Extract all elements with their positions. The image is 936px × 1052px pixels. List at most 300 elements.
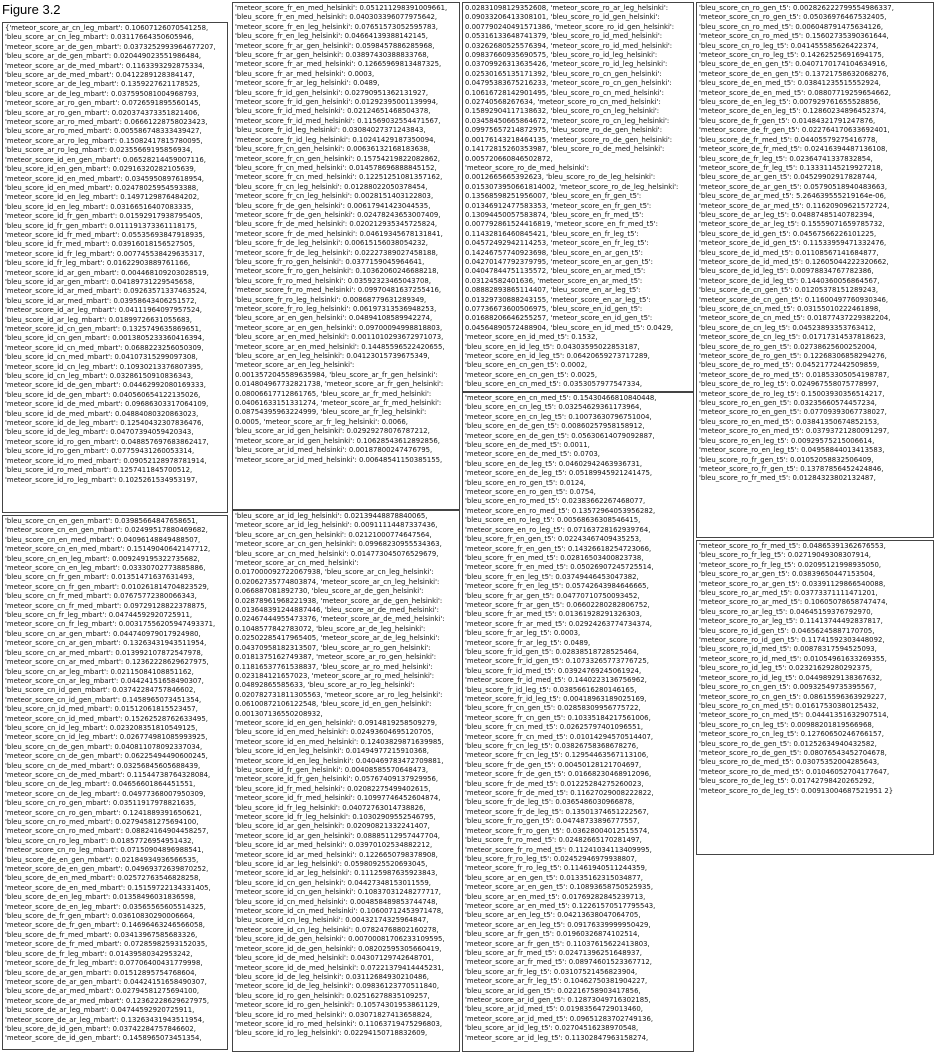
score-line: 'meteor_score_id_fr_leg_helsinki': 0.10302909552546795, xyxy=(235,813,436,821)
score-line: 'meteor_score_en_ro_gen_t5': 0.0754, xyxy=(465,488,596,497)
score-line: 'meteor_score_fr_cn_leg_helsinki': 0.0028151403122803, xyxy=(235,192,434,201)
score-line: 0.014804967732821738, 'meteor_score_ar_fr_gen_helsinki': xyxy=(235,380,444,389)
score-line: 'bleu_score_fr_ro_gen_helsinki': 0.0377159045964641, xyxy=(235,257,425,266)
score-line: 'meteor_score_id_fr_gen_helsinki': 0.05767409137929956, xyxy=(235,775,439,784)
score-line: 'bleu_score_cn_en_med_mbart': 0.04096148849488507, xyxy=(5,535,201,544)
score-line: 'bleu_score_id_de_med_helsinki': 0.04307129742648701, xyxy=(235,954,434,963)
score-line: 'meteor_score_fr_cn_med_helsinki': 0.12251251081357162, xyxy=(235,173,443,182)
score-line: 'meteor_score_fr_de_gen_helsinki': 0.02478243653007409, xyxy=(235,210,441,219)
score-line: 'meteor_score_de_ar_leg_t5': 0.15559071659785732, xyxy=(699,220,885,229)
score-line: 'bleu_score_cn_fr_gen_mbart': 0.01351471637631493, xyxy=(5,573,195,582)
score-line: 'meteor_score_id_ro_gen_helsinki': 0.10574301953861129, xyxy=(235,1001,440,1010)
score-line: 'bleu_score_ro_cn_med_t5': 0.01617530380125432, xyxy=(699,701,879,710)
score-line: 'meteor_score_de_id_leg_t5': 0.1440360056864567, xyxy=(699,276,880,285)
score-line: 'bleu_score_ar_id_gen_helsinki': 0.02929278076787212, xyxy=(235,427,430,436)
score-line: 'meteor_score_ro_ar_med_t5': 0.10605078658747474, xyxy=(699,598,888,607)
score-line: 'bleu_score_id_en_leg_helsinki': 0.01494977215910368, xyxy=(235,747,429,756)
score-line: 'bleu_score_id_ar_med_helsinki': 0.03970102534882212, xyxy=(235,841,433,850)
score-line: 'meteor_score_cn_ro_med_mbart': 0.08824164904458257, xyxy=(5,827,209,836)
score-line: 'meteor_score_de_cn_med_t5': 0.01877437229382204, xyxy=(699,314,891,323)
score-line: 'meteor_score_en_id_leg_t5': 0.06420659273717289, xyxy=(465,352,650,361)
score-line: 'bleu_score_fr_id_leg_t5': 0.03856616280146165, xyxy=(465,685,637,694)
score-line: 'meteor_score_fr_de_leg_helsinki': 0.02227389027458188, xyxy=(235,248,438,257)
score-line: 0.0005, 'meteor_score_ar_fr_leg_helsinki': 0.0066, xyxy=(235,417,408,426)
score-line: 'bleu_score_cn_de_med_mbart': 0.03256845605688439, xyxy=(5,761,201,770)
score-line: 'bleu_score_de_fr_leg_mbart': 0.01439580342953242, xyxy=(5,949,193,958)
score-line: 'meteor_score_id_ro_gen_mbart': 0.048857697683862417, xyxy=(5,437,209,446)
score-line: 'meteor_score_ar_id_gen_t5': 0.12873049716302185, xyxy=(465,996,651,1004)
score-line: 0.020782731811305563, 'meteor_score_ar_ro_leg_helsinki': xyxy=(235,690,443,699)
score-line: 'bleu_score_de_cn_leg_t5': 0.04523893353763412, xyxy=(699,323,876,332)
score-line: 0.02831098129352608, 'meteor_score_ro_ar_leg_helsinki': xyxy=(465,4,669,12)
score-line: 'meteor_score_de_id_med_t5': 0.12605044222320662, xyxy=(699,257,889,266)
score-line: 'bleu_score_ar_cn_gen_helsinki': 0.02121000774647564, xyxy=(235,530,432,539)
score-line: 'bleu_score_id_de_leg_helsinki': 0.03112684930210486, xyxy=(235,972,429,981)
score-line: 'meteor_score_ar_en_gen_t5': 0.10893658750525935, xyxy=(465,883,654,892)
column-7 xyxy=(696,2,934,538)
score-line: 'bleu_score_id_fr_med_mbart': 0.03916018156527505, xyxy=(5,240,195,249)
score-line: 'bleu_score_de_en_leg_t5': 0.007929761655528856, xyxy=(699,98,881,107)
score-line: 'meteor_score_cn_fr_leg_mbart': 0.00317556205947493371, xyxy=(5,620,216,629)
score-line: 'meteor_score_cn_de_leg_mbart': 0.04977368007950309, xyxy=(5,789,206,798)
score-line: 'meteor_score_fr_id_gen_helsinki': 0.01292395001139994, xyxy=(235,98,439,107)
score-line: 'bleu_score_de_ar_leg_t5': 0.04887485140782394, xyxy=(699,210,875,219)
score-line: 0.0153073950661814002, 'meteor_score_ro_de_leg_helsinki': xyxy=(465,182,679,191)
score-line: 0.05316133648741379, 'bleu_score_ro_id_med_helsinki': xyxy=(465,32,663,41)
score-line: 'bleu_score_id_fr_gen_mbart': 0.011191373361118175, xyxy=(5,221,197,230)
score-line: 'meteor_score_fr_de_med_t5': 0.11627029008222822, xyxy=(465,789,654,798)
score-line: 'meteor_score_fr_en_med_t5': 0.05026907245725514, xyxy=(465,563,654,572)
score-line: 'bleu_score_fr_de_med_t5': 0.01225284275260023, xyxy=(465,779,644,788)
score-line: 0.15892904117138632, 'bleu_score_ro_cn_leg_helsinki': xyxy=(465,107,660,116)
score-line: 'meteor_score_fr_id_leg_t5': 0.00418963189025169, xyxy=(465,695,647,703)
score-line: 'meteor_score_ro_id_gen_t5': 0.11741592303448092, xyxy=(699,636,885,645)
score-line: 'meteor_score_fr_cn_med_t5': 0.01014294570514407, xyxy=(465,732,654,741)
score-line: 'bleu_score_de_cn_gen_t5': 0.01205378151289243, xyxy=(699,286,879,295)
score-line: 'bleu_score_ro_ar_med_t5': 0.03773371111471201, xyxy=(699,589,878,598)
score-line: 'meteor_score_ar_en_gen_helsinki': 0.09700094998818803, xyxy=(235,323,443,332)
score-line: 'bleu_score_de_ro_leg_t5': 0.024967558075778997, xyxy=(699,380,879,389)
score-line: 'bleu_score_fr_ar_med_helsinki': 0.0003, xyxy=(235,69,375,78)
score-line: 'meteor_score_de_fr_gen_mbart': 0.14696463246566058, xyxy=(5,921,205,930)
score-line: 'bleu_score_id_ar_med_mbart': 0.03958643406251572, xyxy=(5,296,197,305)
score-line: 'meteor_score_ar_id_med_t5': 0.09651283702749136, xyxy=(465,1014,654,1023)
score-line: 'bleu_score_fr_ar_gen_helsinki': 0.03897430388833768, xyxy=(235,51,429,60)
score-line: 'bleu_score_fr_id_med_helsinki': 0.02124651468504378, xyxy=(235,107,431,116)
score-line: 0.02878961968221938, 'meteor_score_ar_de_gen_helsinki': xyxy=(235,596,443,605)
score-line: 'bleu_score_ar_en_gen_helsinki': 0.04894108589942274, xyxy=(235,314,433,323)
score-line: 'meteor_score_de_fr_med_mbart': 0.07285982593152035, xyxy=(5,940,208,949)
score-line: 'bleu_score_id_cn_med_mbart': 0.04107315299097308, xyxy=(5,353,198,362)
score-line: 'bleu_score_de_fr_med_t5': 0.04405579275416778, xyxy=(699,135,878,144)
score-line: 'meteor_score_id_en_gen_helsinki': 0.0914819258509279, xyxy=(235,718,438,727)
score-line: 'bleu_score_de_ar_gen_mbart': 0.01512895754768604, xyxy=(5,968,197,977)
score-line: 'bleu_score_cn_id_leg_mbart': 0.023208351810549125, xyxy=(5,723,198,732)
score-line: 0.0013572045589635984, 'bleu_score_ar_fr_gen_helsinki': xyxy=(235,370,438,379)
score-line: 'meteor_score_ar_fr_gen_t5': 0.11037615622413803, xyxy=(465,939,650,948)
score-line: 'meteor_score_id_de_med_helsinki': 0.07221379414445231, xyxy=(235,963,444,972)
score-line: 0.14172815260353987, 'bleu_score_ro_de_med_helsinki': xyxy=(465,145,665,154)
score-line: 'bleu_score_de_ar_leg_mbart': 0.04744592920725911, xyxy=(5,1006,195,1015)
score-line: 0.04564890572488904, 'bleu_score_en_id_med_t5': 0.0429, xyxy=(465,323,674,332)
score-line: 'bleu_score_cn_en_leg_mbart': 0.009249195322735682, xyxy=(5,554,200,563)
score-line: 'meteor_score_id_de_leg_helsinki': 0.09836123770511840, xyxy=(235,982,440,991)
score-line: 'bleu_score_ro_fr_leg_t5': 0.02719049308307914, xyxy=(699,551,871,560)
score-line: 'bleu_score_ro_de_gen_t5': 0.01252634940432582, xyxy=(699,739,877,748)
figure-title: Figure 3.2 xyxy=(2,2,61,17)
score-line: 0.10616728142901495, 'bleu_score_ro_cn_med_helsinki': xyxy=(465,88,664,97)
score-line: 'meteor_score_id_ar_leg_helsinki': 0.11125987635923843, xyxy=(235,869,438,878)
score-line: 'bleu_score_cn_de_leg_mbart': 0.04656601864451551, xyxy=(5,780,196,789)
score-line: 'bleu_score_fr_en_leg_helsinki': 0.04664139388142145, xyxy=(235,32,428,41)
score-line: 0.02062735774803874, 'meteor_score_ar_cn_leg_helsinki': xyxy=(235,577,440,586)
score-line: 0.13094450057583874, 'bleu_score_en_fr_med_t5': xyxy=(465,210,644,219)
score-line: 0.04370958182313507, 'bleu_score_ar_ro_gen_helsinki': xyxy=(235,643,431,652)
score-line: 'meteor_score_en_ro_leg_t5': 0.07163728162939764, xyxy=(465,525,651,534)
score-line: 'meteor_score_ro_de_med_t5': 0.01046052704177647, xyxy=(699,767,890,776)
score-line: 'bleu_score_ar_en_leg_t5': 0.04213638047064705, xyxy=(465,911,641,920)
score-line: 'meteor_score_id_de_med_mbart': 0.09686303317064109, xyxy=(5,400,209,409)
score-line: 'bleu_score_cn_id_med_mbart': 0.01512061815523457, xyxy=(5,705,198,714)
score-line: 'bleu_score_ar_en_med_t5': 0.01769282845239713, xyxy=(465,892,646,901)
score-line: 'bleu_score_cn_ro_med_t5': 0.006048791475634126, xyxy=(699,22,884,31)
score-line: 'meteor_score_id_en_med_mbart': 0.0345950897618954, xyxy=(5,174,204,183)
score-line: 'bleu_score_ro_ar_leg_t5': 0.04645159376792970, xyxy=(699,607,873,616)
score-line: 'meteor_score_ro_ar_gen_t5': 0.03391129866540088, xyxy=(699,579,886,588)
score-line: 'meteor_score_ar_de_leg_mbart': 0.1359227621178525, xyxy=(5,80,200,89)
score-line: 'bleu_score_fr_en_med_t5': 0.02816503400823738, xyxy=(465,553,644,562)
score-line: 'meteor_score_id_de_gen_mbart': 0.04462992080169333, xyxy=(5,381,207,390)
score-line: 'meteor_score_id_ro_med_helsinki': 0.11063719475296803, xyxy=(235,1019,443,1028)
score-line: 'meteor_score_id_en_gen_mbart': 0.06528214459007116, xyxy=(5,155,206,164)
score-line: 'bleu_score_cn_ar_gen_mbart': 0.044740979017924980, xyxy=(5,629,201,638)
score-line: 'meteor_score_de_fr_med_t5': 0.02416394487136108, xyxy=(699,145,888,154)
score-line: 'bleu_score_ar_ro_gen_mbart': 0.020374373351821406, xyxy=(5,108,200,117)
score-line: 'bleu_score_ar_en_gen_t5': 0.01335162315034877, xyxy=(465,873,643,882)
score-line: 'bleu_score_ro_de_med_t5': 0.03075352004285643, xyxy=(699,758,880,767)
score-line: 'bleu_score_id_cn_leg_mbart': 0.03286150910836343, xyxy=(5,372,194,381)
score-line: 0.08006617712861765, 'bleu_score_ar_fr_med_helsinki': xyxy=(235,389,432,398)
score-line: 'meteor_score_fr_cn_leg_t5': 0.12954463567113106, xyxy=(465,751,649,760)
score-line: 'bleu_score_cn_fr_leg_mbart': 0.04744592920725911, xyxy=(5,611,193,620)
score-line: 'bleu_score_en_id_leg_t5': 0.04303595022853187, xyxy=(465,342,640,351)
column-1 xyxy=(2,22,228,513)
score-line: 'meteor_score_cn_id_med_mbart': 0.15262528762633495, xyxy=(5,714,208,723)
score-line: 'meteor_score_ar_en_leg_t5': 0.09176339999950429, xyxy=(465,920,651,929)
score-line: 'meteor_score_fr_cn_gen_t5': 0.10335184217561006, xyxy=(465,713,651,722)
score-line: 0.02467444955473376, 'meteor_score_ar_de_med_helsinki': xyxy=(235,615,445,624)
score-line: 'bleu_score_de_cn_med_t5': 0.03155010222461898, xyxy=(699,305,881,313)
score-line: 'bleu_score_en_ro_gen_t5': 0.0124, xyxy=(465,478,586,487)
score-line: 'meteor_score_de_en_leg_t5': 0.12860234896452374, xyxy=(699,107,887,116)
score-line: 'meteor_score_cn_id_gen_mbart': 0.1458965073451354, xyxy=(5,695,202,704)
score-line: 'meteor_score_ro_fr_leg_t5': 0.02095121998935050, xyxy=(699,560,882,569)
score-line: 'bleu_score_id_de_leg_mbart': 0.04707394059420343, xyxy=(5,428,194,437)
score-line: 'meteor_score_cn_de_gen_mbart': 0.06225494490600245, xyxy=(5,752,208,761)
score-line: 'meteor_score_fr_ro_gen_helsinki': 0.10362060246688218, xyxy=(235,267,439,276)
score-line: 'bleu_score_fr_de_gen_t5': 0.00450128121704697, xyxy=(465,760,642,769)
score-line: 'bleu_score_id_ro_leg_helsinki': 0.02294150718832609, xyxy=(235,1029,428,1038)
score-line: 'bleu_score_ar_ro_leg_mbart': 0.02355669195856934, xyxy=(5,146,193,155)
score-line: 'meteor_score_cn_ar_leg_mbart': 0.04424151658490307, xyxy=(5,676,204,685)
score-line: 'meteor_score_cn_en_gen_mbart': 0.02499517880469682, xyxy=(5,526,208,535)
score-line: 'bleu_score_ro_id_leg_t5': 0.02321629280292375, xyxy=(699,664,873,673)
score-line: 'bleu_score_ar_ro_med_mbart': 0.005586748333439427, xyxy=(5,127,202,136)
score-line: 'meteor_score_ro_de_med_helsinki': xyxy=(465,163,589,172)
score-line: 'bleu_score_ar_de_med_mbart': 0.0412289128384147, xyxy=(5,71,195,80)
score-line: 'bleu_score_cn_ro_med_mbart': 0.02794581275694100, xyxy=(5,818,199,826)
score-line: 'bleu_score_ro_fr_med_t5': 0.01284323802132487, xyxy=(699,474,876,483)
score-line: 'meteor_score_de_id_gen_mbart': 0.1458965073451354, xyxy=(5,1034,202,1043)
score-line: 0.005720660846502872, xyxy=(465,154,553,163)
score-line: 'bleu_score_fr_ro_gen_t5': 0.04748733896777557, xyxy=(465,817,640,826)
score-line: 'bleu_score_ar_cn_leg_mbart': 0.03117664350605946, xyxy=(5,33,194,42)
score-line: 'bleu_score_id_cn_gen_mbart': 0.0013805233360416394, xyxy=(5,334,205,343)
score-line: 0.04892865585633, 'bleu_score_ar_ro_leg_helsinki': xyxy=(235,681,415,690)
score-line: 'meteor_score_fr_en_leg_t5': 0.05742643984646665, xyxy=(465,582,649,591)
score-line: 'meteor_score_fr_cn_gen_helsinki': 0.15754219822082862, xyxy=(235,154,440,163)
score-line: 0.09975657214872975, 'bleu_score_ro_de_gen_helsinki': xyxy=(465,126,663,135)
score-line: 'bleu_score_cn_ro_leg_mbart': 0.01857726954951432, xyxy=(5,836,194,845)
score-line: 'meteor_score_ro_fr_med_t5': 0.04865391362676553, xyxy=(699,542,886,550)
score-line: 'meteor_score_fr_en_gen_t5': 0.14326618254723066, xyxy=(465,544,652,553)
score-line: 'bleu_score_ro_id_med_t5': 0.00878317594525093, xyxy=(699,645,877,654)
score-line: 'bleu_score_ar_fr_med_t5': 0.02471396251648937, xyxy=(465,948,642,957)
score-line: 'meteor_score_id_ro_med_mbart': 0.09052128978781914, xyxy=(5,456,207,465)
score-line: 'meteor_score_ar_en_med_t5': 0.12261570517795543, xyxy=(465,901,656,910)
score-line: 'bleu_score_ar_de_gen_mbart': 0.020449023551986484, xyxy=(5,52,202,61)
score-line: 'meteor_score_fr_ro_med_helsinki': 0.09970481637255416, xyxy=(235,286,442,295)
score-line: 'meteor_score_fr_ro_med_t5': 0.11241034113409995, xyxy=(465,845,652,854)
score-line: 'meteor_score_de_ar_med_t5': 0.11620909621572724, xyxy=(699,201,890,210)
score-line: 'meteor_score_id_en_leg_helsinki': 0.040469783472709881, xyxy=(235,756,444,765)
score-line: 'bleu_score_ar_fr_leg_t5': 0.03107521456823904, xyxy=(465,967,638,976)
score-line: 'bleu_score_de_ro_gen_t5': 0.02738625600252004, xyxy=(699,342,877,351)
score-line: 'meteor_score_ro_ar_leg_t5': 0.11413744492837817, xyxy=(699,617,883,626)
score-line: 0.01688206646255257, 'meteor_score_en_id_gen_t5': xyxy=(465,314,653,323)
score-line: 'meteor_score_ar_cn_med_helsinki': xyxy=(235,559,359,568)
score-line: 'bleu_score_de_en_med_mbart': 0.02572763546828258, xyxy=(5,874,201,883)
score-line: 'meteor_score_id_cn_leg_helsinki': 0.07824768802160278, xyxy=(235,925,439,934)
score-line: 'bleu_score_ar_en_med_helsinki': 0.0011010293672971073, xyxy=(235,333,444,342)
score-line: 'meteor_score_fr_ar_leg_helsinki': 0.0489, xyxy=(235,79,380,88)
score-line: 'bleu_score_fr_ro_med_t5': 0.02482665170281497, xyxy=(465,836,642,845)
score-line: 0.11816537761538837, 'bleu_score_ar_ro_med_helsinki': xyxy=(235,662,433,671)
score-line: 'bleu_score_id_fr_gen_helsinki': 0.00408585570648473, xyxy=(235,765,429,774)
score-line: 'meteor_score_en_ro_med_t5': 0.13572964053956282, xyxy=(465,506,656,515)
score-line: 'meteor_score_ar_id_leg_helsinki': 0.00911114487337436, xyxy=(235,521,438,530)
score-line: 'bleu_score_de_ar_med_mbart': 0.02794581275694100, xyxy=(5,987,200,996)
score-line: 'bleu_score_id_en_med_helsinki': 0.02493604695120705, xyxy=(235,728,434,737)
score-line: 'bleu_score_id_de_med_mbart': 0.04884080320863023, xyxy=(5,409,199,418)
score-line: 'bleu_score_fr_de_leg_helsinki': 0.00615156038054232, xyxy=(235,239,428,248)
score-line: 0.01329730888243155, 'meteor_score_en_ar_leg_t5': xyxy=(465,295,651,304)
score-line: 'meteor_score_ro_id_med_t5': 0.01054961633269355, xyxy=(699,654,887,663)
score-line: 'meteor_score_fr_ar_gen_t5': 0.06602280282806752, xyxy=(465,600,650,609)
score-line: 0.04270147792379795, 'meteor_score_en_ar_gen_t5': xyxy=(465,257,654,266)
score-line: 'meteor_score_ro_de_gen_t5': 0.08076543452704678, xyxy=(699,748,887,757)
score-line: 0.007792861524416819, 'meteor_score_en_fr_med_t5': xyxy=(465,220,658,229)
score-line: 0.04795383675216233, 'meteor_score_ro_cn_gen_helsinki': xyxy=(465,79,672,88)
score-line: 'bleu_score_fr_ro_leg_t5': 0.02452946979938807, xyxy=(465,854,637,863)
column-3 xyxy=(232,2,460,510)
score-line: 0.017000092722067938, 'bleu_score_ar_cn_leg_helsinki': xyxy=(235,568,434,577)
score-line: 'bleu_score_fr_cn_gen_t5': 0.02858309956775722, xyxy=(465,704,641,713)
score-line: 'bleu_score_ro_id_gen_t5': 0.04656245887170705, xyxy=(699,626,875,635)
score-line: 'bleu_score_fr_de_gen_helsinki': 0.00617941423044535, xyxy=(235,201,431,210)
column-4 xyxy=(232,510,460,1052)
score-line: 'meteor_score_cn_en_med_mbart': 0.15149040642147712, xyxy=(5,545,211,554)
score-line: 'bleu_score_fr_cn_med_t5': 0.02625797401096551, xyxy=(465,723,644,732)
score-line: 'bleu_score_cn_fr_med_mbart': 0.07675772380066343, xyxy=(5,592,197,601)
score-line: 'bleu_score_de_id_med_t5': 0.01108567141684877, xyxy=(699,248,879,257)
score-line: 'meteor_score_cn_ro_leg_mbart': 0.07150904896988541, xyxy=(5,846,204,855)
score-line: 'meteor_score_fr_ro_leg_t5': 0.11461940511244359, xyxy=(465,864,648,873)
score-line: 'bleu_score_de_fr_leg_t5': 0.02364741337832854, xyxy=(699,154,873,163)
score-line: 0.07736673600506975, 'bleu_score_en_id_gen_t5': xyxy=(465,305,643,313)
score-line: 'bleu_score_fr_ar_gen_t5': 0.04770710750093452, xyxy=(465,591,640,600)
score-line: 'bleu_score_id_de_gen_helsinki': 0.00700081706233109595, xyxy=(235,935,445,944)
score-line: 'meteor_score_ro_en_med_t5': 0.03793721280091297, xyxy=(699,427,890,436)
score-line: 'meteor_score_fr_id_gen_t5': 0.10733265773776725, xyxy=(465,657,649,666)
score-line: 0.01346912477583353, 'meteor_score_en_fr_gen_t5': xyxy=(465,201,652,210)
score-line: 'meteor_score_ro_cn_med_t5': 0.04441351632907514, xyxy=(699,711,889,720)
score-line: 'meteor_score_en_id_med_t5': 0.1532, xyxy=(465,333,598,342)
score-line: 0.03709926313635426, 'meteor_score_ro_id_leg_helsinki': xyxy=(465,60,668,69)
score-line: 'meteor_score_ar_ro_leg_mbart': 0.15082417815780095, xyxy=(5,136,203,145)
score-line: 'bleu_score_id_ar_gen_mbart': 0.04189731229545658, xyxy=(5,277,195,286)
score-line: 'meteor_score_ro_de_leg_t5': 0.00913004687521951 2} xyxy=(699,786,894,795)
score-line: 'meteor_score_ro_en_gen_t5': 0.07709393067738027, xyxy=(699,408,887,417)
score-line: 'meteor_score_fr_id_leg_helsinki': 0.10241429187350094, xyxy=(235,135,436,144)
score-line: 'meteor_score_de_en_med_t5': 0.08807719259654662, xyxy=(699,88,891,97)
score-line: 'bleu_score_fr_en_gen_t5': 0.02243467409435253, xyxy=(465,535,642,544)
score-line: 'bleu_score_fr_cn_med_helsinki': 0.014578696888845152, xyxy=(235,163,437,172)
score-line: 'meteor_score_en_cn_leg_t5': 0.10073630796751004, xyxy=(465,412,652,421)
score-line: 'bleu_score_de_en_med_t5': 0.03841235515552924, xyxy=(699,79,881,88)
score-line: 'bleu_score_fr_id_gen_t5': 0.02838518728525464, xyxy=(465,647,639,656)
score-line: 'meteor_score_fr_id_med_t5': 0.1440223136756962, xyxy=(465,676,647,685)
score-line: 'meteor_score_de_ar_leg_mbart': 0.13263431943511954, xyxy=(5,1015,205,1024)
score-line: 'meteor_score_fr_de_med_helsinki': 0.04619345678131841, xyxy=(235,229,443,238)
score-line: 'meteor_score_cn_en_leg_mbart': 0.03330702773885886, xyxy=(5,564,206,573)
score-line: 'meteor_score_ar_ro_gen_mbart': 0.0726591895560145, xyxy=(5,99,201,108)
score-line: 'bleu_score_de_id_gen_t5': 0.04567566226101225, xyxy=(699,229,877,238)
score-line: 'bleu_score_de_en_leg_mbart': 0.01358496031836598, xyxy=(5,893,196,902)
score-line: 0.11432816460845421, 'bleu_score_en_fr_leg_t5': xyxy=(465,229,639,238)
score-line: 'meteor_score_fr_en_leg_helsinki': 0.07651573052595783, xyxy=(235,22,438,31)
score-line: 'bleu_score_cn_ro_gen_t5': 0.002826222799554986337, xyxy=(699,4,894,12)
score-line: 'bleu_score_fr_en_leg_t5': 0.03749446453047382, xyxy=(465,572,639,581)
score-line: 'meteor_score_fr_ro_leg_helsinki': 0.06197313536948253, xyxy=(235,305,437,313)
score-line: 0.04047844751135572, 'bleu_score_en_ar_med_t5': xyxy=(465,267,646,276)
score-line: 'meteor_score_en_de_med_t5': 0.0703, xyxy=(465,450,600,459)
score-line: 'meteor_score_id_ar_med_mbart': 0.09263571337463524, xyxy=(5,287,207,296)
score-line: 'meteor_score_ar_fr_med_t5': 0.08974601523367712, xyxy=(465,958,653,967)
score-line: 'bleu_score_fr_ro_leg_helsinki': 0.00868779631289349, xyxy=(235,295,427,304)
score-line: 0.04061633151331274, 'meteor_score_ar_fr_med_helsinki': xyxy=(235,399,442,408)
score-line: 'meteor_score_id_ar_gen_mbart': 0.004468109203028519, xyxy=(5,268,209,277)
score-line: 'bleu_score_id_de_gen_mbart': 0.040560654122135026, xyxy=(5,390,201,399)
score-line: 'bleu_score_id_en_med_mbart': 0.02478025954593388, xyxy=(5,183,199,192)
score-line: 'bleu_score_ar_id_med_t5': 0.01983564729013460, xyxy=(465,1005,643,1014)
score-line: 'bleu_score_id_fr_leg_mbart': 0.01622903889761166, xyxy=(5,259,191,268)
score-line: 'bleu_score_fr_cn_gen_helsinki': 0.00636132168183638, xyxy=(235,145,430,154)
score-line: 'bleu_score_cn_de_gen_mbart': 0.040811078092337034, xyxy=(5,742,203,751)
score-line: 'bleu_score_id_ar_gen_helsinki': 0.02090821332241407, xyxy=(235,822,430,831)
score-line: 'bleu_score_de_ar_gen_t5': 0.04529902917828744, xyxy=(699,173,877,182)
score-line: 'meteor_score_cn_fr_med_mbart': 0.09729128822378875, xyxy=(5,601,207,610)
score-line: 'bleu_score_fr_id_med_t5': 0.03924769245061924, xyxy=(465,666,642,675)
score-line: 'meteor_score_ro_cn_leg_t5': 0.12760650246766157, xyxy=(699,730,884,739)
score-line: 'meteor_score_en_de_gen_t5': 0.05630614079092887, xyxy=(465,431,655,440)
score-line: 0.0181375162749387, 'meteor_score_ar_ro_gen_helsinki': xyxy=(235,653,437,662)
score-line: 'meteor_score_de_ar_med_mbart': 0.12362228629627975, xyxy=(5,996,210,1005)
score-line: 'meteor_score_id_ar_med_helsinki': 0.1226650798378908, xyxy=(235,850,438,859)
score-line: 0.08882893865114407, 'bleu_score_en_ar_leg_t5': xyxy=(465,286,641,295)
score-line: 'bleu_score_fr_id_gen_helsinki': 0.02790951362131927, xyxy=(235,88,429,97)
score-line: 'meteor_score_id_de_gen_helsinki': 0.08202595305660419, xyxy=(235,944,442,953)
score-line: 'meteor_score_ar_id_leg_t5': 0.11302847963158274, xyxy=(465,1033,649,1042)
score-line: 'bleu_score_en_ro_leg_t5': 0.00568636308546415, xyxy=(465,516,641,525)
score-line: 'meteor_score_id_cn_gen_mbart': 0.1325749635869651, xyxy=(5,325,202,333)
score-line: 'meteor_score_fr_ar_med_helsinki': 0.12665969813487325, xyxy=(235,60,442,69)
score-line: 'bleu_score_en_cn_gen_t5': 0.0002, xyxy=(465,361,588,370)
score-line: 'meteor_score_de_id_gen_t5': 0.11533959471332476, xyxy=(699,239,887,248)
score-line: 'bleu_score_ro_cn_leg_t5': 0.00988201819566968, xyxy=(699,720,874,729)
score-line: 'bleu_score_de_ro_med_t5': 0.04521772442509859, xyxy=(699,361,880,370)
score-line: 'bleu_score_cn_ar_leg_mbart': 0.02115084108851162, xyxy=(5,667,194,676)
score-line: 'meteor_score_ro_id_leg_t5': 0.04498929138367632, xyxy=(699,673,883,682)
score-line: 'meteor_score_ar_en_leg_helsinki': xyxy=(235,361,355,370)
score-line: 'bleu_score_de_id_leg_t5': 0.00978834767782386, xyxy=(699,267,874,276)
score-line: 'meteor_score_de_ro_med_t5': 0.01853305054198787, xyxy=(699,370,890,379)
score-line: 'bleu_score_de_id_gen_mbart': 0.03742284757846602, xyxy=(5,1024,196,1033)
score-line: 'meteor_score_fr_en_med_helsinki': 0.051211298391009661, xyxy=(235,4,448,12)
score-line: 0.03262680525576394, 'meteor_score_ro_id_med_helsinki': xyxy=(465,41,673,50)
score-line: 'bleu_score_id_ar_leg_mbart': 0.01899726631055683, xyxy=(5,315,192,324)
score-line: 'meteor_score_id_cn_med_helsinki': 0.10600712453971478, xyxy=(235,907,444,916)
score-line: 'meteor_score_id_ar_leg_mbart': 0.04111964097957524, xyxy=(5,306,202,315)
score-line: 'bleu_score_ro_de_leg_t5': 0.01742798420265292, xyxy=(699,777,875,786)
score-line: 'meteor_score_fr_ar_leg_t5': 0.0489, xyxy=(465,638,591,647)
score-line: 'bleu_score_cn_id_gen_mbart': 0.03742284757846602, xyxy=(5,686,196,695)
score-line: 'meteor_score_cn_ar_gen_mbart': 0.13263431943511954, xyxy=(5,639,207,648)
score-line: 'meteor_score_fr_ar_med_t5': 0.02924263774734374, xyxy=(465,619,653,628)
score-line: 'bleu_score_id_fr_leg_helsinki': 0.04072763014738826, xyxy=(235,803,426,812)
score-line: 'meteor_score_id_fr_leg_mbart': 0.007745538429635317, xyxy=(5,249,205,258)
score-line: 'bleu_score_ro_en_leg_t5': 0.00929575215006614, xyxy=(699,436,875,445)
score-line: 'meteor_score_id_de_leg_mbart': 0.12540432307836476, xyxy=(5,419,204,428)
column-6 xyxy=(462,392,694,1052)
score-line: 'bleu_score_en_de_gen_t5': 0.00860257958158912, xyxy=(465,422,645,431)
score-line: 'meteor_score_id_ar_gen_helsinki': 0.08885112957447704, xyxy=(235,831,440,840)
score-line: 0.00176143218464135, 'meteor_score_ro_de_gen_helsinki': xyxy=(465,135,673,144)
score-line: 'bleu_score_cn_ro_leg_t5': 0.041455585626422374, xyxy=(699,41,879,50)
score-line: 'bleu_score_de_fr_med_mbart': 0.03413967585683326, xyxy=(5,930,198,939)
score-line: 0.02502285417965405, 'meteor_score_ar_de_leg_helsinki': xyxy=(235,634,440,643)
score-line: 'bleu_score_fr_de_med_helsinki': 0.020212935345725824, xyxy=(235,220,438,229)
score-line: 'meteor_score_id_cn_med_mbart': 0.0688223256050309, xyxy=(5,343,204,352)
score-line: 'meteor_score_fr_id_med_helsinki': 0.11569032554471567, xyxy=(235,116,441,125)
score-line: 'bleu_score_de_en_gen_mbart': 0.02184934936566535, xyxy=(5,855,199,864)
column-2 xyxy=(2,515,228,1050)
score-line: 'bleu_score_fr_ar_leg_t5': 0.0003, xyxy=(465,629,581,638)
score-line: 0.06100872106122548, 'bleu_score_id_en_gen_helsinki': xyxy=(235,700,432,709)
score-line: 'bleu_score_en_de_leg_t5': 0.04602942463936731, xyxy=(465,459,643,468)
score-line: 'meteor_score_ar_ro_med_mbart': 0.06661228758023423, xyxy=(5,118,208,127)
score-line: 'bleu_score_fr_id_leg_helsinki': 0.03084027371243843, xyxy=(235,126,426,135)
